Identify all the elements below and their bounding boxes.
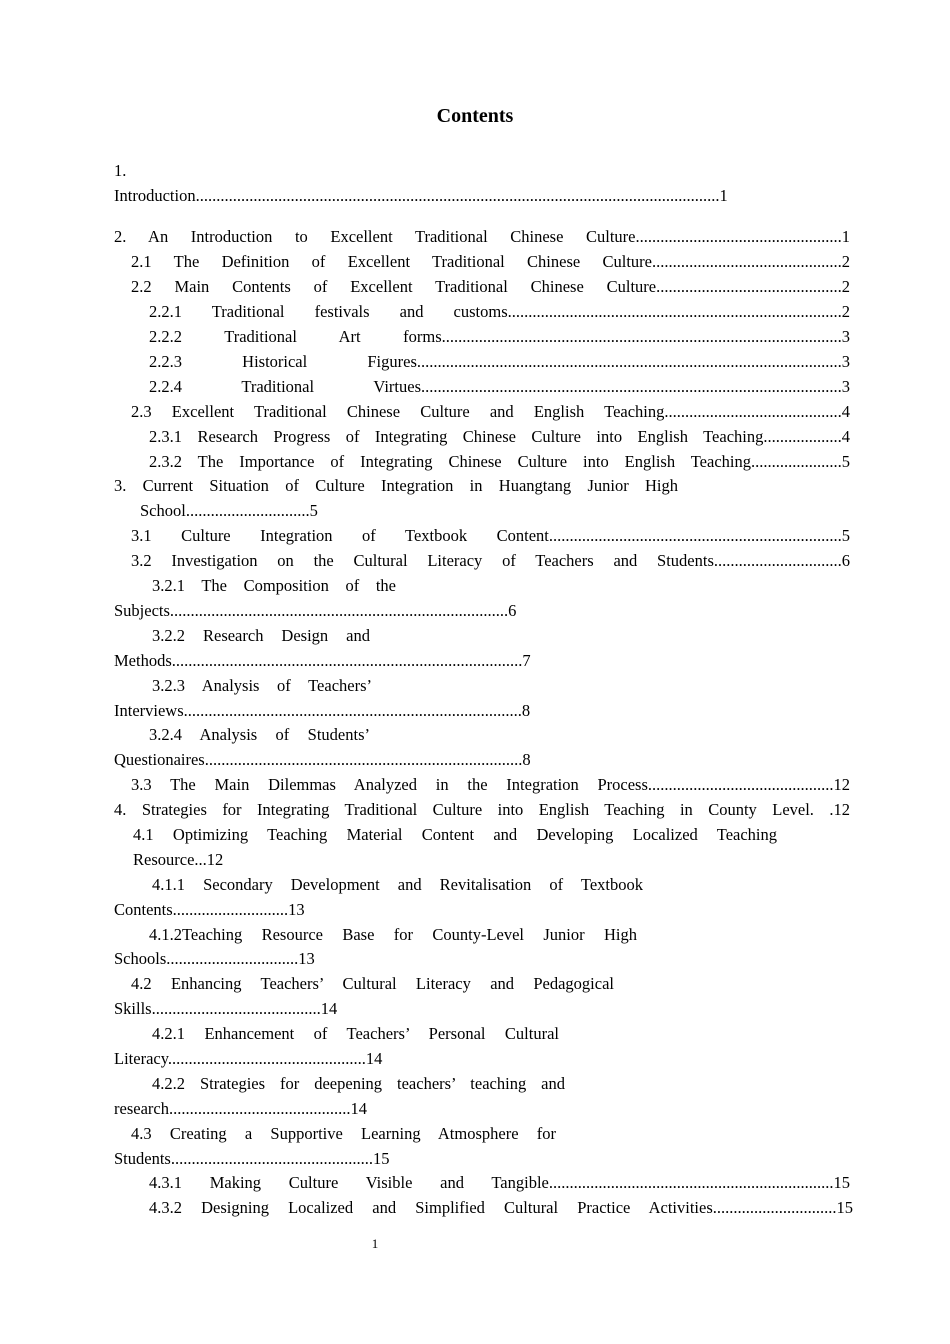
toc-entry[interactable]: 3.2 Investigation on the Cultural Literacy of Teachers and Students...............................6 xyxy=(131,551,850,570)
toc-entry[interactable]: 4.3.1 Making Culture Visible and Tangible.....................................................................15 xyxy=(149,1173,850,1192)
toc-entry[interactable]: Contents............................13 xyxy=(114,900,305,919)
toc-entry[interactable]: 2.2.2 Traditional Art forms.................................................................................................3 xyxy=(149,327,850,346)
toc-entry[interactable]: Subjects..................................................................................6 xyxy=(114,601,517,620)
toc-entry[interactable]: 1. xyxy=(114,161,127,180)
toc-entry[interactable]: Interviews..................................................................................8 xyxy=(114,701,531,720)
toc-entry[interactable]: 2.2.1 Traditional festivals and customs.................................................................................2 xyxy=(149,302,850,321)
toc-entry[interactable]: 4.3 Creating a Supportive Learning Atmosphere for xyxy=(131,1124,556,1143)
toc-entry[interactable]: 2.2 Main Contents of Excellent Traditional Chinese Culture.............................................2 xyxy=(131,277,850,296)
toc-entry[interactable]: 4.2 Enhancing Teachers’ Cultural Literacy and Pedagogical xyxy=(131,974,614,993)
toc-entry[interactable]: 2.2.4 Traditional Virtues......................................................................................................3 xyxy=(149,377,850,396)
toc-entry[interactable]: 4.2.1 Enhancement of Teachers’ Personal Cultural xyxy=(152,1024,559,1043)
toc-entry[interactable]: 3.2.2 Research Design and xyxy=(152,626,370,645)
toc-entry[interactable]: 3.2.1 The Composition of the xyxy=(152,576,396,595)
toc-entry[interactable]: 4.2.2 Strategies for deepening teachers’ teaching and xyxy=(152,1074,565,1093)
page-number: 1 xyxy=(371,1236,379,1251)
page-title: Contents xyxy=(436,105,514,127)
toc-entry[interactable]: Skills.........................................14 xyxy=(114,999,338,1018)
toc-entry[interactable]: 2.3 Excellent Traditional Chinese Culture and English Teaching...........................................4 xyxy=(131,402,850,421)
toc-entry[interactable]: Introduction...............................................................................................................................1 xyxy=(114,186,728,205)
toc-entry[interactable]: Literacy................................................14 xyxy=(114,1049,383,1068)
toc-entry[interactable]: 4.3.2 Designing Localized and Simplified Cultural Practice Activities..............................15 xyxy=(149,1198,853,1217)
toc-entry[interactable]: 4.1 Optimizing Teaching Material Content and Developing Localized Teaching xyxy=(133,825,777,844)
toc-entry[interactable]: 3.3 The Main Dilemmas Analyzed in the Integration Process.............................................12 xyxy=(131,775,850,794)
toc-entry[interactable]: Questionaires.............................................................................8 xyxy=(114,750,531,769)
toc-entry[interactable]: 2.2.3 Historical Figures.......................................................................................................3 xyxy=(149,352,850,371)
toc-entry[interactable]: 4.1.1 Secondary Development and Revitalisation of Textbook xyxy=(152,875,643,894)
toc-entry[interactable]: 3. Current Situation of Culture Integration in Huangtang Junior High xyxy=(114,476,678,495)
toc-entry[interactable]: School..............................5 xyxy=(140,501,318,520)
toc-entry[interactable]: 2.3.2 The Importance of Integrating Chinese Culture into English Teaching......................5 xyxy=(149,452,850,471)
toc-entry[interactable]: 2.1 The Definition of Excellent Traditional Chinese Culture..............................................2 xyxy=(131,252,850,271)
toc-entry[interactable]: 2. An Introduction to Excellent Traditional Chinese Culture..................................................1 xyxy=(114,227,850,246)
toc-entry[interactable]: 4. Strategies for Integrating Traditional Culture into English Teaching in County Level. .12 xyxy=(114,800,850,819)
toc-entry[interactable]: 4.1.2Teaching Resource Base for County-Level Junior High xyxy=(149,925,637,944)
toc-entry[interactable]: 3.1 Culture Integration of Textbook Content.......................................................................5 xyxy=(131,526,850,545)
toc-entry[interactable]: 2.3.1 Research Progress of Integrating Chinese Culture into English Teaching...................4 xyxy=(149,427,850,446)
toc-entry[interactable]: 3.2.4 Analysis of Students’ xyxy=(149,725,370,744)
toc-entry[interactable]: Methods.....................................................................................7 xyxy=(114,651,531,670)
toc-entry[interactable]: Students.................................................15 xyxy=(114,1149,390,1168)
toc-entry[interactable]: research............................................14 xyxy=(114,1099,367,1118)
toc-entry[interactable]: Schools................................13 xyxy=(114,949,315,968)
toc-entry[interactable]: Resource...12 xyxy=(133,850,224,869)
toc-entry[interactable]: 3.2.3 Analysis of Teachers’ xyxy=(152,676,372,695)
